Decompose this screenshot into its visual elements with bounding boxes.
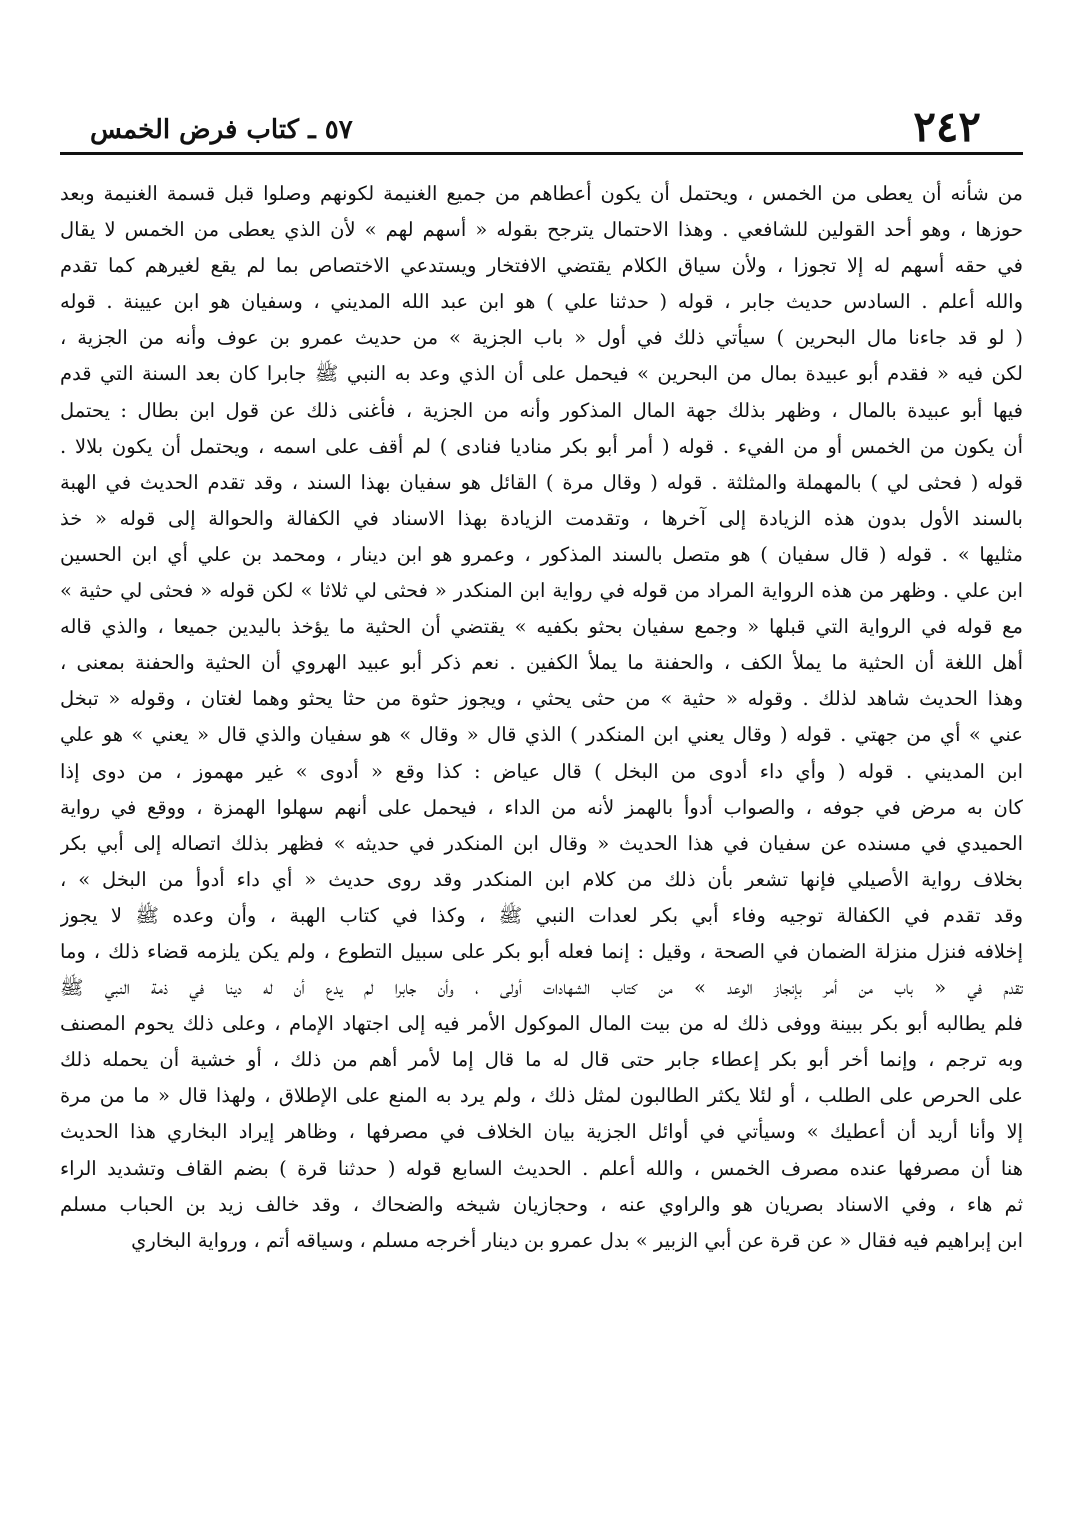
text-line: في حقه أسهم له إلا تجوزا ، ولأن سياق الكلام يقتضي الافتخار ويستدعي الاختصاص بما لم يقع لغيرهم كما تقدم (60, 254, 1023, 278)
text-line: إلا وأنا أريد أن أعطيك » وسيأتي في أوائل الجزية بيان الخلاف في مصرفها ، وظاهر إيراد البخاري هذا الحديث (60, 1120, 1023, 1144)
text-line: أهل اللغة أن الحثية ما يملأ الكف ، والحفنة ما يملأ الكفين . نعم ذكر أبو عبيد الهروي أن الحثية والحفنة بمعنى ، (60, 651, 1023, 675)
text-line: ثم هاء ، وفي الاسناد بصريان هو والراوي عنه ، وحجازيان شيخه والضحاك ، وقد خالف زيد بن الحباب مسلم (60, 1192, 1023, 1216)
header-rule (60, 152, 1023, 155)
text-line: ابن إبراهيم فيه فقال « عن قرة عن أبي الزبير » بدل عمرو بن دينار أخرجه مسلم ، وسياقه أتم ، ورواية البخاري (131, 1228, 1023, 1252)
commentary-text (60, 176, 1023, 1259)
text-line: والله أعلم . السادس حديث جابر ، قوله ( حدثنا علي ) هو ابن عبد الله المديني ، وسفيان هو ابن عيينة . قوله (60, 290, 1023, 314)
text-line: مثليها » . قوله ( قال سفيان ) هو متصل بالسند المذكور ، وعمرو هو ابن دينار ، ومحمد بن علي أي ابن الحسين (60, 542, 1023, 566)
text-line: حوزها ، وهو أحد القولين للشافعي . وهذا الاحتمال يترجح بقوله « أسهم لهم » لأن الذي يعطى من الخمس لا يقال (60, 218, 1023, 242)
text-line: مع قوله في الرواية التي قبلها « وجمع سفيان بحثو بكفيه » يقتضي أن الحثية ما يؤخذ باليدين جميعا ، والذي قاله (60, 615, 1023, 639)
text-line: فيها أبو عبيدة بالمال ، وظهر بذلك جهة المال المذكور وأنه من الجزية ، فأغنى ذلك عن قول ابن بطال : يحتمل (60, 398, 1023, 422)
text-line: قوله ( فحثى لي ) بالمهملة والمثلثة . قوله ( وقال مرة ) القائل هو سفيان بهذا السند ، وقد تقدم الحديث في الهبة (60, 470, 1023, 494)
text-line: بخلاف رواية الأصيلي فإنها تشعر بأن ذلك من كلام ابن المنكدر وقد روى حديث « أي داء أدوأ من البخل » ، (60, 867, 1023, 891)
text-line: من شأنه أن يعطى من الخمس ، ويحتمل أن يكون أعطاهم من جميع الغنيمة لكونهم وصلوا قبل قسمة الغنيمة وبعد (60, 182, 1023, 205)
text-line: لكن فيه « فقدم أبو عبيدة بمال من البحرين » فيحمل على أن الذي وعد به النبي ﷺ جابرا كان بعد السنة التي قدم (60, 362, 1023, 386)
text-line: على الحرص على الطلب ، أو لئلا يكثر الطالبون لمثل ذلك ، ولم يرد به المنع على الإطلاق ، ولهذا قال « ما من مرة (60, 1084, 1023, 1108)
text-line: تقدم في « باب من أمر بإنجاز الوعد » من كتاب الشهادات أولى ، وأن جابرا لم يدع أن له دينا في ذمة النبي ﷺ (60, 976, 1023, 1000)
text-line: ابن علي . وظهر من هذه الرواية المراد من قوله في رواية ابن المنكدر « فحثى لي ثلاثا » لكن قوله « فحثى لي حثية » (60, 579, 1023, 603)
text-line: فلم يطالبه أبو بكر ببينة ووفى ذلك له من بيت المال الموكول الأمر فيه إلى اجتهاد الإمام ، وعلى ذلك يحوم المصنف (60, 1012, 1023, 1036)
text-line: أن يكون من الخمس أو من الفيء . قوله ( أمر أبو بكر مناديا فنادى ) لم أقف على اسمه ، ويحتمل أن يكون بلالا . (60, 434, 1023, 458)
text-line: هنا أن مصرفها عنده مصرف الخمس ، والله أعلم . الحديث السابع قوله ( حدثنا قرة ) بضم القاف وتشديد الراء (60, 1156, 1023, 1180)
page-header (60, 102, 981, 151)
text-line: كان به مرض في جوفه ، والصواب أدوأ بالهمز لأنه من الداء ، فيحمل على أنهم سهلوا الهمزة ، ووقع في رواية (60, 795, 1023, 819)
text-line: ( لو قد جاءنا مال البحرين ) سيأتي ذلك في أول « باب الجزية » من حديث عمرو بن عوف وأنه من الجزية ، (60, 326, 1023, 350)
page-number: ٢٤٢ (913, 102, 981, 151)
text-line: عني » أي من جهتي . قوله ( وقال يعني ابن المنكدر ) الذي قال « وقال » هو سفيان والذي قال « يعني » هو علي (60, 723, 1023, 747)
text-line: ابن المديني . قوله ( وأي داء أدوى من البخل ) قال عياض : كذا وقع « أدوى » غير مهموز ، من دوى إذا (60, 759, 1023, 783)
text-line: الحميدي في مسنده عن سفيان في هذا الحديث « وقال ابن المنكدر في حديثه » فظهر بذلك اتصاله إلى أبي بكر (60, 831, 1023, 855)
text-line: إخلافه فنزل منزلة الضمان في الصحة ، وقيل : إنما فعله أبو بكر على سبيل التطوع ، ولم يكن يلزمه قضاء ذلك ، وما (60, 939, 1023, 963)
text-line: وقد تقدم في الكفالة توجيه وفاء أبي بكر لعدات النبي ﷺ ، وكذا في كتاب الهبة ، وأن وعده ﷺ لا يجوز (60, 903, 1023, 927)
text-line: وهذا الحديث شاهد لذلك . وقوله « حثية » من حثى يحثي ، ويجوز حثوة من حثا يحثو وهما لغتان ، وقوله « تبخل (60, 687, 1023, 711)
text-line: وبه ترجم ، وإنما أخر أبو بكر إعطاء جابر حتى قال له ما قال إما لأمر أهم من ذلك ، أو خشية أن يحمله ذلك (60, 1048, 1023, 1072)
running-title: ٥٧ ـ كتاب فرض الخمس (90, 115, 353, 145)
text-line: بالسند الأول بدون هذه الزيادة إلى آخرها ، وتقدمت الزيادة بهذا الاسناد في الكفالة والحوالة إلى قوله « خذ (60, 506, 1023, 530)
